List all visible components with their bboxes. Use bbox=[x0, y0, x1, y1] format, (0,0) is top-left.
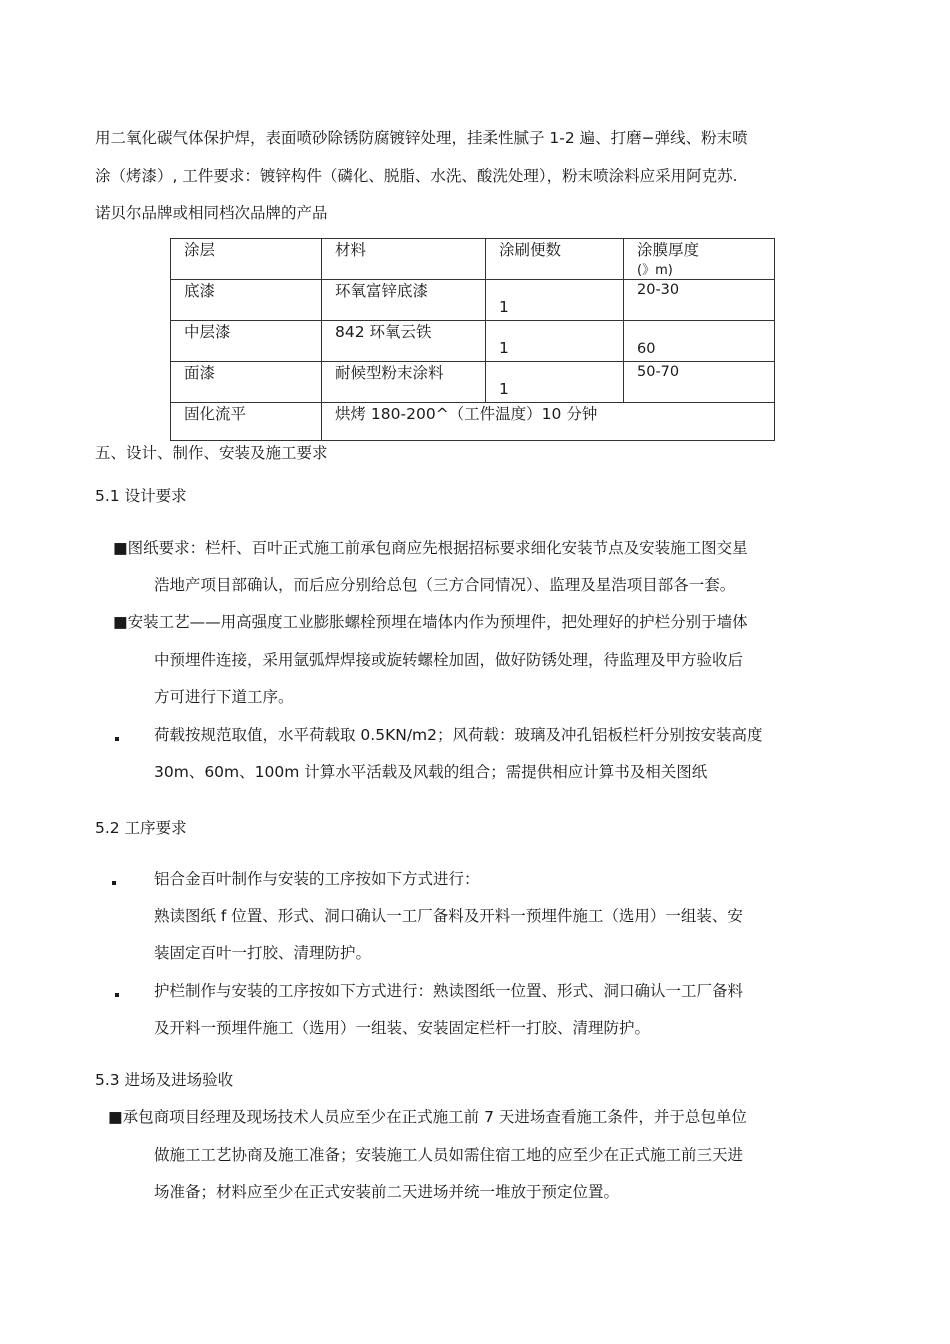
s51-bullet-2-line-2: 中预埋件连接，采用氩弧焊焊接或旋转螺栓加固，做好防锈处理，待监理及甲方验收后 bbox=[154, 651, 744, 669]
cell-thickness: 60 bbox=[624, 321, 775, 362]
cell-layer: 面漆 bbox=[171, 362, 322, 403]
cell-layer: 中层漆 bbox=[171, 321, 322, 362]
header-thickness-label: 涂膜厚度 bbox=[637, 241, 700, 259]
intro-line-3: 诺贝尔品牌或相同档次品牌的产品 bbox=[95, 204, 328, 222]
section-5-3-heading: 5.3 进场及进场验收 bbox=[95, 1071, 234, 1089]
table-header-row bbox=[171, 239, 775, 280]
header-material: 材料 bbox=[322, 239, 486, 280]
s51-bullet-3-line-2: 30m、60m、100m 计算水平活载及风载的组合；需提供相应计算书及相关图纸 bbox=[154, 763, 708, 781]
cell-material: 环氧富锌底漆 bbox=[322, 280, 486, 321]
cell-thickness: 20-30 bbox=[624, 280, 775, 321]
s53-bullet-1-line-1: ■承包商项目经理及现场技术人员应至少在正式施工前 7 天进场查看施工条件，并于总包单位 bbox=[108, 1108, 747, 1126]
s52-bullet-1-line-1: 铝合金百叶制作与安装的工序按如下方式进行： bbox=[154, 870, 480, 888]
header-thickness bbox=[624, 239, 775, 280]
cell-coats: 1 bbox=[486, 362, 624, 403]
section-5-2-heading: 5.2 工序要求 bbox=[95, 819, 187, 837]
bullet-dot bbox=[112, 881, 116, 885]
s52-bullet-2-line-2: 及开料一预埋件施工（选用）一组装、安装固定栏杆一打胶、清理防护。 bbox=[154, 1019, 651, 1037]
intro-line-2: 涂（烤漆）, 工件要求：镀锌构件（磷化、脱脂、水洗、酸洗处理），粉末喷涂料应采用阿克苏. bbox=[95, 167, 738, 185]
cell-coats: 1 bbox=[486, 321, 624, 362]
cell-thickness: 50-70 bbox=[624, 362, 775, 403]
cell-curing: 烘烤 180-200^（工件温度）10 分钟 bbox=[322, 403, 775, 441]
table-row bbox=[171, 403, 775, 441]
header-coats: 涂刷便数 bbox=[486, 239, 624, 280]
s51-bullet-2-line-3: 方可进行下道工序。 bbox=[154, 688, 294, 706]
s51-bullet-1-line-2: 浩地产项目部确认，而后应分别给总包（三方合同情况）、监理及星浩项目部各一套。 bbox=[154, 576, 736, 594]
cell-layer: 底漆 bbox=[171, 280, 322, 321]
s52-bullet-1-line-2: 熟读图纸 f 位置、形式、洞口确认一工厂备料及开料一预埋件施工（选用）一组装、安 bbox=[154, 907, 743, 925]
header-layer: 涂层 bbox=[171, 239, 322, 280]
cell-layer: 固化流平 bbox=[171, 403, 322, 441]
s53-bullet-1-line-2: 做施工工艺协商及施工准备；安装施工人员如需住宿工地的应至少在正式施工前三天进 bbox=[154, 1146, 744, 1164]
intro-line-1: 用二氧化碳气体保护焊，表面喷砂除锈防腐镀锌处理，挂柔性腻子 1-2 遍、打磨−弹线、粉末喷 bbox=[95, 129, 748, 147]
s51-bullet-3-line-1: 荷载按规范取值，水平荷载取 0.5KN/m2；风荷载：玻璃及冲孔铝板栏杆分别按安装高度 bbox=[154, 726, 763, 744]
s51-bullet-2-line-1: ■安装工艺——用高强度工业膨胀螺栓预埋在墙体内作为预埋件，把处理好的护栏分别于墙体 bbox=[113, 613, 748, 631]
header-thickness-unit: (》m) bbox=[637, 263, 673, 278]
bullet-dot bbox=[115, 993, 119, 997]
section-5-heading: 五、设计、制作、安装及施工要求 bbox=[95, 444, 328, 462]
cell-coats: 1 bbox=[486, 280, 624, 321]
table-row bbox=[171, 280, 775, 321]
cell-material: 耐候型粉末涂料 bbox=[322, 362, 486, 403]
s51-bullet-1-line-1: ■图纸要求：栏杆、百叶正式施工前承包商应先根据招标要求细化安装节点及安装施工图交星 bbox=[113, 539, 748, 557]
cell-material: 842 环氧云铁 bbox=[322, 321, 486, 362]
s52-bullet-1-line-3: 装固定百叶一打胶、清理防护。 bbox=[154, 944, 372, 962]
coating-table bbox=[170, 238, 775, 441]
bullet-dot bbox=[115, 737, 119, 741]
s53-bullet-1-line-3: 场准备；材料应至少在正式安装前二天进场并统一堆放于预定位置。 bbox=[154, 1183, 620, 1201]
section-5-1-heading: 5.1 设计要求 bbox=[95, 487, 187, 505]
table-row bbox=[171, 362, 775, 403]
s52-bullet-2-line-1: 护栏制作与安装的工序按如下方式进行：熟读图纸一位置、形式、洞口确认一工厂备料 bbox=[154, 982, 744, 1000]
table-row bbox=[171, 321, 775, 362]
